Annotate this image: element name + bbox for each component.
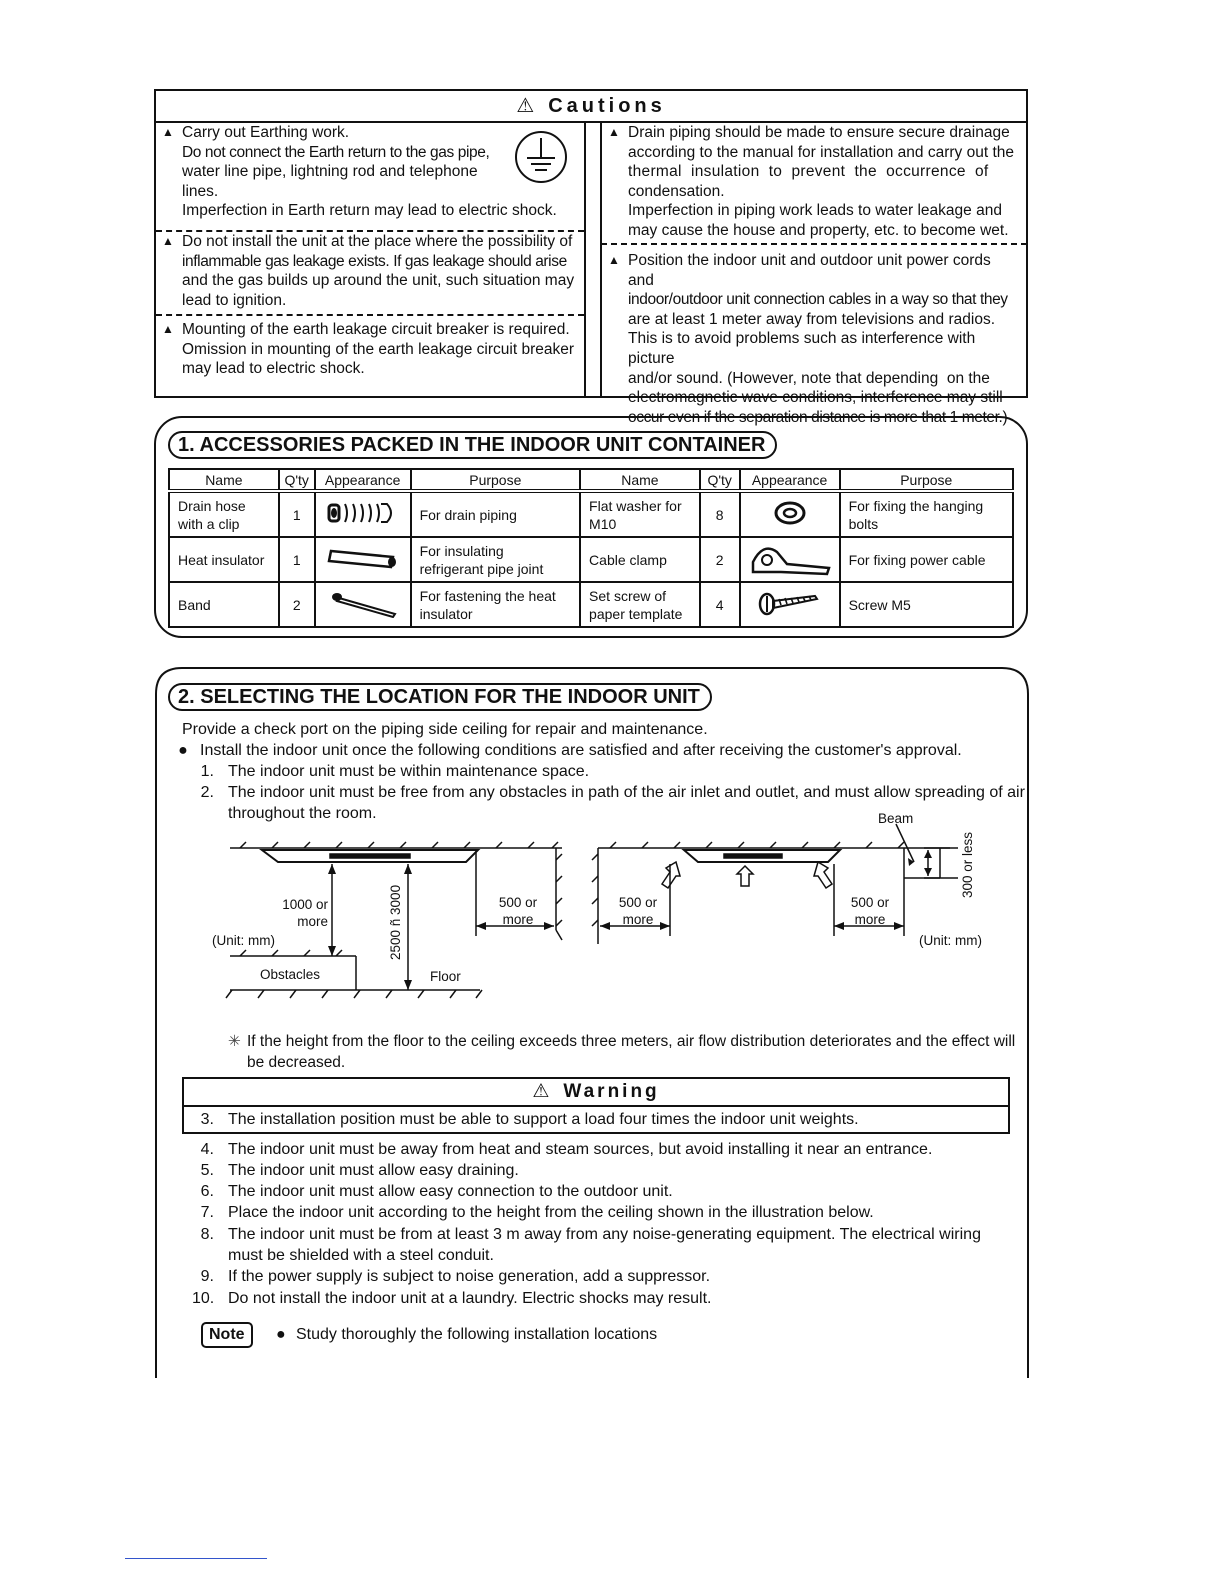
table-row [169, 491, 1013, 537]
caution-gas-leakage: ▲ Do not install the unit at the place where the possibility of inflammable gas leakage exists. If gas leakage should arise and the gas builds up around the unit, such situation may lead to ignition. [162, 233, 575, 309]
heat-insulator-icon [315, 537, 411, 582]
item-purpose: For drain piping [411, 491, 580, 537]
caution-earthing: ▲ Carry out Earthing work. Do not connect the Earth return to the gas pipe, water line pipe, lightning rod and telephone lines. Imperfection in Earth return may lead to electric shock. [162, 124, 557, 220]
beam-dim-label: 300 or less [960, 831, 975, 898]
dashed-divider [601, 243, 1027, 245]
earth-ground-icon [514, 130, 570, 186]
item-name: Flat washer for M10 [580, 491, 700, 537]
flat-washer-icon [740, 491, 840, 537]
item-qty: 1 [279, 537, 315, 582]
bullet-triangle-icon: ▲ [608, 253, 620, 267]
accessories-title: 1. ACCESSORIES PACKED IN THE INDOOR UNIT CONTAINER [168, 431, 777, 459]
warning-triangle-icon: ⚠ [532, 1081, 550, 1102]
height-range-label: 2500 ñ 3000 [388, 884, 403, 960]
dim-500-right-label: 500 or more [850, 895, 890, 927]
header-qty: Q'ty [700, 469, 740, 491]
item-qty: 1 [279, 491, 315, 537]
obstacles-label: Obstacles [260, 967, 321, 982]
item-name: Set screw of paper template [580, 582, 700, 627]
bullet-triangle-icon: ▲ [162, 322, 174, 336]
item-name: Drain hose with a clip [169, 491, 279, 537]
header-appearance: Appearance [315, 469, 411, 491]
item-name: Cable clamp [580, 537, 700, 582]
band-icon [315, 582, 411, 627]
floor-label: Floor [430, 969, 461, 984]
bullet-dot-icon: ● [276, 1326, 286, 1343]
header-purpose: Purpose [840, 469, 1013, 491]
bullet-triangle-icon: ▲ [162, 234, 174, 248]
bullet-dot-icon: ● [178, 742, 188, 759]
unit-label: (Unit: mm) [919, 933, 982, 948]
cautions-title: ⚠ Cautions [156, 91, 1026, 123]
accessories-table [168, 468, 1014, 628]
header-qty: Q'ty [279, 469, 315, 491]
caution-drain-piping: ▲ Drain piping should be made to ensure secure drainage according to the manual for installation and carry out the thermal insulation to prevent the occurrence of condensation. Imperfection in piping work leads to water leakage and may cause the house and property, etc. to become wet. [608, 124, 1015, 239]
bullet-triangle-icon: ▲ [608, 125, 620, 139]
screw-icon [740, 582, 840, 627]
item-purpose: For fixing power cable [840, 537, 1013, 582]
item-purpose: Screw M5 [840, 582, 1013, 627]
bullet-triangle-icon: ▲ [162, 125, 174, 139]
note-label: Note [201, 1322, 253, 1348]
header-name: Name [169, 469, 279, 491]
note-text: ● Study thoroughly the following installation locations [276, 1326, 658, 1343]
caution-breaker: ▲ Mounting of the earth leakage circuit breaker is required. Omission in mounting of the earth leakage circuit breaker may lead to electric shock. [162, 321, 575, 378]
footer-rule [125, 1558, 267, 1559]
cable-clamp-icon [740, 537, 840, 582]
warning-title: ⚠ Warning [184, 1079, 1008, 1107]
dim-1000-label: 1000 or more [282, 897, 328, 929]
column-divider [600, 121, 602, 396]
header-purpose: Purpose [411, 469, 580, 491]
unit-label: (Unit: mm) [212, 933, 275, 948]
item-qty: 2 [279, 582, 315, 627]
caution-power-cords: ▲ Position the indoor unit and outdoor unit power cords and indoor/outdoor unit connection cables in a way so that they are at least 1 meter away from televisions and radios. This is to avoid problems such as interference with picture and/or sound. (However, note that depending on the electromagnetic wave conditions, interference may still occur even if the separation distance is more that 1 meter.) [608, 252, 1008, 426]
item-qty: 8 [700, 491, 740, 537]
header-appearance: Appearance [740, 469, 840, 491]
asterisk-icon: ✳ [228, 1033, 241, 1050]
beam-label: Beam [878, 811, 914, 826]
table-header-row [169, 469, 1013, 491]
dim-500-label: 500 or more [498, 895, 538, 927]
location-bullet: ● Install the indoor unit once the following conditions are satisfied and after receiving the customer's approval. [166, 740, 962, 761]
header-name: Name [580, 469, 700, 491]
item-qty: 4 [700, 582, 740, 627]
warning-triangle-icon: ⚠ [516, 95, 535, 117]
dim-500-left-label: 500 or more [618, 895, 658, 927]
column-divider [584, 121, 586, 396]
dashed-divider [156, 314, 584, 316]
table-row [169, 582, 1013, 627]
item-name: Band [169, 582, 279, 627]
item-purpose: For fastening the heat insulator [411, 582, 580, 627]
location-title: 2. SELECTING THE LOCATION FOR THE INDOOR UNIT [168, 683, 712, 711]
item-purpose: For insulating refrigerant pipe joint [411, 537, 580, 582]
item-name: Heat insulator [169, 537, 279, 582]
drain-hose-icon [315, 491, 411, 537]
table-row [169, 537, 1013, 582]
location-intro: Provide a check port on the piping side ceiling for repair and maintenance. [182, 721, 708, 738]
item-purpose: For fixing the hanging bolts [840, 491, 1013, 537]
item-qty: 2 [700, 537, 740, 582]
